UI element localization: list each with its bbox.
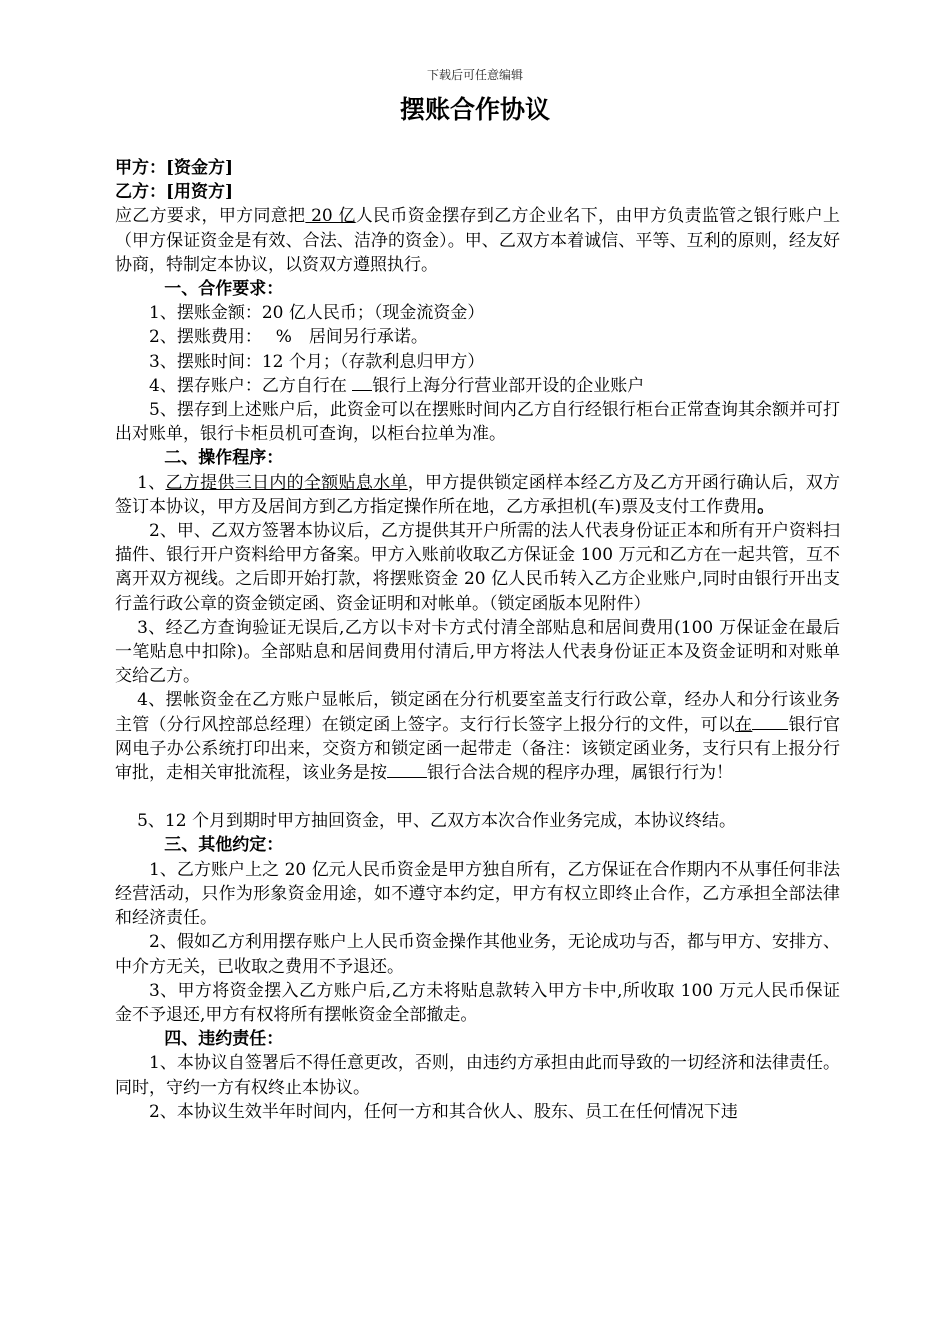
- section-4-heading: 四、违约责任：: [164, 1029, 284, 1050]
- s2-para-5: 5、12 个月到期时甲方抽回资金，甲、乙双方本次合作业务完成，本协议终结。: [137, 811, 736, 832]
- s2-para-1-num: 1、: [137, 472, 166, 493]
- s2-para-4: [115, 688, 840, 785]
- s1-item-4-pre: 4、摆存账户：乙方自行在: [149, 375, 353, 396]
- s1-item-3: 3、摆账时间：12 个月；（存款利息归甲方）: [149, 351, 485, 372]
- party-a-line: 甲方：[资金方]: [115, 158, 234, 178]
- s3-para-3: 3、甲方将资金摆入乙方账户后,乙方未将贴息款转入甲方卡中,所收取 100 万元人民币保证金不予退还,甲方有权将所有摆帐资金全部撤走。: [115, 980, 840, 1025]
- s2-para-1-end: 。: [757, 496, 775, 517]
- agreement-body: [115, 156, 840, 1124]
- s2-para-3: 3、经乙方查询验证无误后,乙方以卡对卡方式付清全部贴息和居间费用(100 万保证金在最后一笔贴息中扣除)。全部贴息和居间费用付清后,甲方将法人代表身份证正本及资金证明和对账单交给乙方。: [115, 617, 840, 687]
- bank-blank-2: [387, 761, 427, 778]
- intro-paragraph: [115, 204, 840, 277]
- s2-para-4-b: 银行官网电子办公系统打印出来，交资方和锁定函一起带走（备注：该锁定函业务，支行只有上报分行审批，走相关审批流程，该业务是按: [115, 714, 841, 784]
- header-note: 下载后可任意编辑: [426, 68, 523, 82]
- s1-item-1: 1、摆账金额：20 亿人民币；（现金流资金）: [149, 303, 485, 324]
- intro-pre: 应乙方要求，甲方同意把: [115, 206, 306, 227]
- s2-para-1-underlined: 乙方提供三日内的全额贴息水单: [165, 472, 408, 493]
- section-1-heading: 一、合作要求：: [164, 279, 284, 300]
- intro-post: 人民币资金摆存到乙方企业名下，由甲方负责监管之银行账户上（甲方保证资金是有效、合法、洁净的资金）。甲、乙双方本着诚信、平等、互利的原则，经友好协商，特制定本协议，以资双方遵照执行。: [115, 206, 840, 275]
- s2-para-4-a: 4、摆帐资金在乙方账户显帐后，锁定函在分行机要室盖支行行政公章，经办人和分行该业务主管（分行风控部总经理）在锁定函上签字。支行行长签字上报分行的文件，可以: [115, 690, 840, 735]
- section-3-heading: 三、其他约定：: [164, 835, 284, 856]
- s1-item-2: 2、摆账费用： % 居间另行承诺。: [149, 327, 428, 348]
- s2-para-4-c: 银行合法合规的程序办理，属银行行为！: [427, 763, 733, 784]
- document-title: 摆账合作协议: [399, 95, 550, 124]
- s3-para-2: 2、假如乙方利用摆存账户上人民币资金操作其他业务，无论成功与否，都与甲方、安排方、中介方无关，已收取之费用不予退还。: [115, 932, 840, 977]
- s1-item-4: [115, 374, 840, 398]
- s2-para-1: [115, 471, 840, 519]
- s1-item-5: 5、摆存到上述账户后，此资金可以在摆账时间内乙方自行经银行柜台正常查询其余额并可打出对账单，银行卡柜员机可查询，以柜台拉单为准。: [115, 400, 840, 445]
- s3-para-1: 1、乙方账户上之 20 亿元人民币资金是甲方独自所有，乙方保证在合作期内不从事任何非法经营活动，只作为形象资金用途，如不遵守本约定，甲方有权立即终止合作，乙方承担全部法律和经济责任。: [115, 859, 840, 929]
- party-b-line: 乙方：[用资方]: [115, 182, 234, 203]
- bank-name-blank: [352, 374, 372, 391]
- intro-amount: 20 亿: [305, 206, 356, 227]
- bank-blank-1: [752, 713, 788, 730]
- blank-line: [115, 785, 840, 809]
- s4-para-1: 1、本协议自签署后不得任意更改，否则，由违约方承担由此而导致的一切经济和法律责任。同时，守约一方有权终止本协议。: [115, 1053, 840, 1098]
- s2-para-4-underlined: 在: [735, 714, 753, 735]
- s1-item-4-post: 银行上海分行营业部开设的企业账户: [372, 375, 645, 396]
- s2-para-2: 2、甲、乙双方签署本协议后，乙方提供其开户所需的法人代表身份证正本和所有开户资料扫描件、银行开户资料给甲方备案。甲方入账前收取乙方保证金 100 万元和乙方在一起共管，互不离开双方视线。之后即开始打款，将摆账资金 20 亿人民币转入乙方企业账户,同时由银行开出支行盖行政公章的资金锁定函、资金证明和对帐单。（锁定函版本见附件）: [115, 521, 840, 614]
- s2-para-1-rest: ，甲方提供锁定函样本经乙方及乙方开函行确认后，双方签订本协议，甲方及居间方到乙方指定操作所在地，乙方承担机(车)票及支付工作费用: [115, 472, 840, 517]
- section-2-heading: 二、操作程序：: [164, 448, 284, 469]
- s4-para-2: 2、本协议生效半年时间内，任何一方和其合伙人、股东、员工在任何情况下违: [149, 1101, 738, 1122]
